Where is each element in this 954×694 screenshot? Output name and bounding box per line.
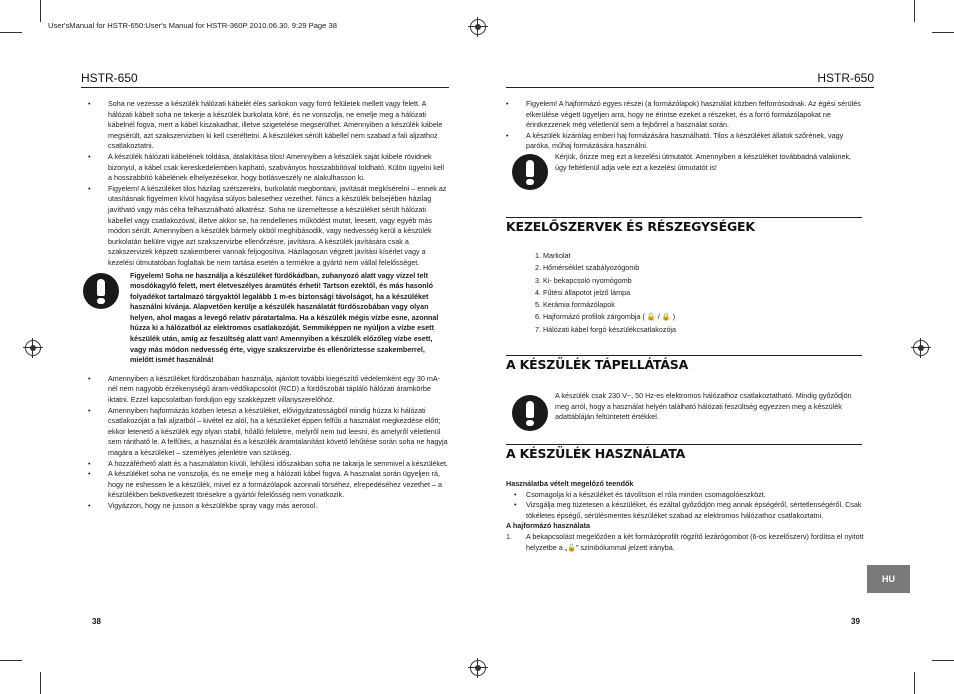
step-number: 1.	[506, 531, 512, 541]
parts-list-item: 2. Hőmérséklet szabályozógomb	[535, 263, 640, 273]
subheading: A hajformázó használata	[506, 521, 591, 531]
power-note	[498, 391, 864, 431]
header-right: HSTR-650	[817, 71, 874, 85]
registration-mark-icon	[913, 340, 929, 356]
list-item: • A készüléket soha ne vonszolja, és ne emelje meg a hálózati kábel fogva. A hasznalat során ügyeljen rá, hogy ne eshessen le a készülék, mivel ez a formázólapok azonnali törséhez, elrepedéséhez vezethet – a készülékben bekövetkezett törésekre a gyártói felelősség nem vonatkozik.	[80, 469, 448, 501]
list-item: • Figyelem! A készüléket tilos házilag szétszerelni, burkolatát megbontani, javítását megkísérelni – ennek az utasításnak figyelmen kívül hagyása súlyos balesethez vezethet. Nincs a készülék belsejében házilag javítható vagy más célra felhasználható alkatrész. Soha ne üzemeltesse a készüléket sérült hálózati kábellel vagy csatlakozóval, illetve akkor se, ha rendellenes működést mutat, leesett, vagy egyéb más módon sérült. Amennyiben a készülék bármely okból meghibásodik, vagy nedvesség kerül a készülék burkolatán belülre vigye azt szakszervizbe ellenőrzésre, javításra. A készülék javítására csak a szakszervizek képzett szakemberei vannak feljogosítva. Házilagosan végzett javítási kísérlet vagy a kezelési útmutatóban foglaltak be nem tartása esetén a termékre a gyártó nem vállal felelősséget.	[80, 184, 448, 269]
exclamation-warning-icon	[512, 154, 548, 190]
crop-mark	[914, 0, 915, 22]
list-item: • Soha ne vezesse a készülék hálózati kábelét éles sarkokon vagy forró felületek mellett vagy felett. A hálózati kábelt soha ne tekerje a készülék burkolata köré, és ne vonszolja, ne emelje meg a hálózati kábelnél fogva, mert a kábel kiszakadhat, illetve szigetelése megsérülhet. Amennyiben a készülék kábele megsérült, azt szakszervizben ki kell cseréltetni. A készüléket sérült kábellel nem szabad a fali aljzathoz csatlakoztatni.	[80, 99, 448, 152]
note-block	[498, 152, 864, 192]
crop-mark	[932, 660, 954, 661]
section-rule	[506, 355, 862, 356]
list-item: • Amennyiben hajformázás közben leteszi a készüléket, elővigyázatosságból mindig húzza ki hálózati csatlakozóját a fali aljzatból – kivétel ez alól, ha a készüléket éppen felfűti a használat megkezdése előtt; ekkor letenető a készülék egy olyan stabil, hőálló felületre, melyről nem tud leesni, és amelyről véletlenül sem ránthatő le. A felfűtés, a használat és a készülék áramtalanítást követő lehűtése során soha ne hagyja magára a készüléket – személyes jelenlétre van szükség.	[80, 406, 448, 459]
note-text: A készülék csak 230 V~, 50 Hz-es elektromos hálózathoz csatlakoztatható. Mindig győződjön meg arról, hogy a használat helyén található hálózati feszültség egyezzen meg a készülék adattábláján feltüntetett értékkel.	[555, 391, 852, 422]
exclamation-warning-icon	[512, 395, 548, 431]
warning-block	[80, 271, 448, 366]
crop-mark	[0, 32, 22, 33]
section-rule	[506, 444, 862, 445]
parts-list-item: 6. Hajformázó profilok zárgombja ( 🔓 / 🔒 )	[535, 312, 676, 322]
header-left: HSTR-650	[81, 71, 138, 85]
header-rule-left	[81, 87, 449, 88]
registration-mark-icon	[25, 340, 41, 356]
header-rule-right	[506, 87, 874, 88]
numbered-step	[506, 532, 866, 553]
crop-mark	[40, 672, 41, 694]
registration-mark-icon	[470, 19, 486, 35]
left-page-column	[80, 99, 448, 512]
list-item: • Csomagolja ki a készüléket és távolítson el róla minden csomagolóeszközt.	[506, 490, 866, 501]
parts-list-item: 1. Markolat	[535, 251, 571, 260]
list-item: • A készülék hálózati kábelének toldása, átalakítása tilos! Amennyiben a készülék saját kábele rövidnek bizonyul, a kábel csak kereskedelemben kapható, szabványos hosszabbítóval toldható. Külön ügyelni kell a hosszabbító kábelének elhelyezésekor, hogy botlásveszély ne alakulhasson ki.	[80, 152, 448, 184]
crop-mark	[0, 660, 22, 661]
list-item: • Amennyiben a készüléket fürdőszobában használja, ajánlott további kiegészítő védelemként egy 30 mA-nél nem nagyobb érzékenységű áram-védőkapcsolót (RCD) a fürdőszobát tápláló hálózati áramkörbe iktatni. Ezzel kapcsolatban forduljon egy szakképzett villanyszerelőhöz.	[80, 374, 448, 406]
registration-mark-icon	[470, 660, 486, 676]
crop-mark	[914, 672, 915, 694]
right-page-column	[498, 99, 864, 200]
subheading: Használatba vételt megelőző teendők	[506, 479, 634, 488]
list-item: • A készülék kizárólag emberi haj formázására használható. Tilos a készüléket állatok szőrének, vagy paróka, műhaj formázására használni.	[498, 131, 864, 152]
usage-column	[506, 479, 866, 553]
page-number-right: 39	[851, 617, 860, 626]
parts-list	[535, 250, 835, 336]
crop-mark	[40, 0, 41, 22]
section-title-controls: KEZELŐSZERVEK ÉS RÉSZEGYSÉGEK	[506, 219, 755, 234]
print-slug: User'sManual for HSTR-650:User's Manual for HSTR-360P 2010.06.30. 9:29 Page 38	[48, 21, 337, 30]
page-number-left: 38	[92, 617, 101, 626]
parts-list-item: 7. Hálózati kábel forgó készülékcsatlakozója	[535, 324, 677, 334]
list-item: • Vigyázzon, hogy ne jusson a készülékbe spray vagy más aerosol.	[80, 501, 448, 512]
note-block	[498, 391, 864, 431]
crop-mark	[932, 32, 954, 33]
section-title-usage: A KÉSZÜLÉK HASZNÁLATA	[506, 446, 686, 461]
exclamation-warning-icon	[83, 273, 119, 309]
list-item: • Vizsgálja meg tüzetesen a készüléket, és ezáltal győződjön meg annak épségéről, sértetlenségéről. Csak tökéletes épségű, sérülésmentes készüléket szabad az elektromos hálózathoz csatlakoztatni.	[506, 500, 866, 521]
list-item: • A hozzáférhető alatt és a használaton kívüli, lehűlési időszakban soha ne takarja le semmivel a készüléket.	[80, 459, 448, 470]
section-rule	[506, 217, 862, 218]
step-text: A bekapcsolást megelőzően a két formázóprofilt rögzítő lezárógombot (6-os kezelőszerv) fordítsa el nyitott helyzetbe a „🔓” szimbólummal jelzett irányba.	[526, 531, 864, 552]
parts-list-item: 3. Ki- bekapcsoló nyomógomb	[535, 275, 632, 285]
note-text: Kérjük, őrizze meg ezt a kezelési útmutatót. Amennyiben a készüléket továbbadná valakinek, úgy feltétlenül adja vele ezt a kezelési útmutatót is!	[555, 151, 852, 172]
list-item: • Figyelem! A hajformázó egyes részei (a formázólapok) használat közben felforrósodnak. Az égési sérülés elkerülése végett ügyeljen arra, hogy ne érintse ezeket a részeket, és a forró formázólapokat ne érintkezzenek még véletlenül sem a fejbőrrel a használat során.	[498, 99, 864, 131]
language-tab: HU	[867, 565, 910, 593]
section-title-power: A KÉSZÜLÉK TÁPELLÁTÁSA	[506, 357, 689, 372]
parts-list-item: 5. Kerámia formázólapok	[535, 300, 615, 310]
warning-text: Figyelem! Soha ne használja a készüléket fürdőkádban, zuhanyozó alatt vagy vízzel telt mosdókagyló felett, mert életveszélyes áramütés érheti! Tartson ezektől, és más hasonló folyadékot tartalmazó tárgyaktól legalább 1 m-es biztonsági távolságot, ha a készüléket használni kívánja. Alapvetően kerülje a készülék használatát fürdőszobában vagy olyan helyen, ahol magas a levegő relatív páratartalma. Ha a készülék mégis vízbe esne, azonnal húzza ki a hálózatból az elektromos csatlakozóját. Semmiképpen ne nyúljon a vízbe esett készülék után, amíg az feszültség alatt van! Amennyiben a készülék előzőleg vízbe esett, vagy más módon nedvesség érte, vigye szakszervizbe és ellenőriztesse szakemberrel, mielőtt ismét használná!	[130, 270, 439, 365]
parts-list-item: 4. Fűtési állapotot jelző lámpa	[535, 287, 631, 297]
